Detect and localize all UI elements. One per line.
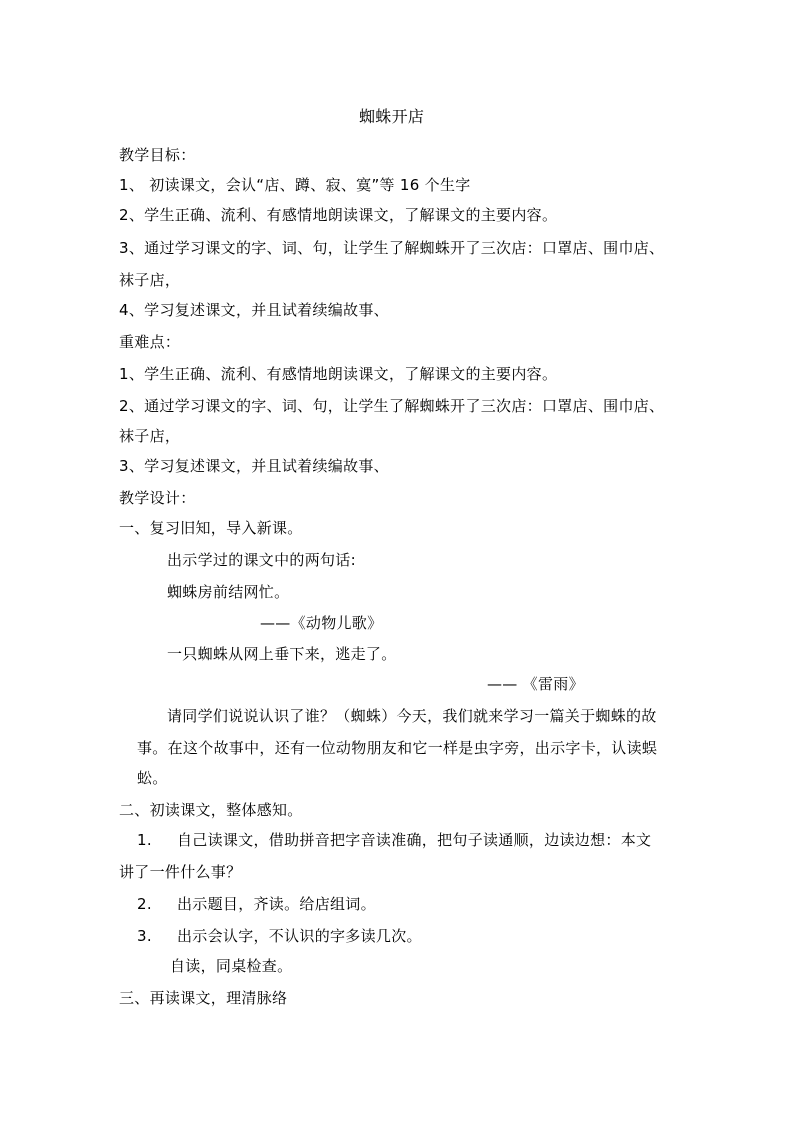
document-title: 蜘蛛开店	[359, 107, 425, 126]
section-1-paragraph-cont: 事。在这个故事中，还有一位动物朋友和它一样是虫字旁，出示字卡，认读蜈	[137, 739, 658, 757]
step-3	[137, 926, 422, 946]
section-2-heading: 二、初读课文，整体感知。	[119, 801, 303, 819]
goal-item-3: 3、通过学习课文的字、词、句，让学生了解蜘蛛开了三次店：口罩店、围巾店、	[119, 239, 665, 257]
step-3-sub: 自读，同桌检查。	[170, 957, 293, 975]
step-3-text: 出示会认字，不认识的字多读几次。	[177, 927, 422, 945]
step-2-text: 出示题目，齐读。给店组词。	[177, 895, 376, 913]
goal-item-4: 4、学习复述课文，并且试着续编故事、	[119, 301, 389, 319]
goal-item-1: 1、 初读课文，会认“店、蹲、寂、寞”等 16 个生字	[119, 176, 471, 194]
step-2	[137, 894, 376, 914]
goal-item-3-cont: 袜子店，	[119, 271, 181, 289]
quote-1: 蜘蛛房前结网忙。	[167, 583, 290, 601]
quote-2: 一只蜘蛛从网上垂下来，逃走了。	[167, 645, 397, 663]
difficulty-item-3: 3、学习复述课文，并且试着续编故事、	[119, 457, 389, 475]
step-1-cont: 讲了一件什么事？	[119, 863, 242, 881]
goal-item-2: 2、学生正确、流利、有感情地朗读课文，了解课文的主要内容。	[119, 206, 558, 224]
goals-heading: 教学目标：	[119, 146, 196, 164]
section-1-paragraph: 请同学们说说认识了谁？（蜘蛛）今天，我们就来学习一篇关于蜘蛛的故	[167, 707, 657, 725]
step-2-number: 2.	[137, 895, 152, 913]
quote-2-source: —— 《雷雨》	[487, 675, 584, 693]
section-3-heading: 三、再读课文，理清脉络	[119, 989, 288, 1007]
difficulty-item-2: 2、通过学习课文的字、词、句，让学生了解蜘蛛开了三次店：口罩店、围巾店、	[119, 397, 665, 415]
difficulty-item-1: 1、学生正确、流利、有感情地朗读课文，了解课文的主要内容。	[119, 365, 558, 383]
section-1-paragraph-end: 蚣。	[137, 769, 168, 787]
step-1-number: 1.	[137, 831, 152, 849]
step-1-text: 自己读课文，借助拼音把字音读准确，把句子读通顺，边读边想：本文	[177, 831, 652, 849]
step-1	[137, 830, 651, 850]
section-1-heading: 一、复习旧知，导入新课。	[119, 519, 303, 537]
section-1-intro: 出示学过的课文中的两句话:	[167, 551, 356, 569]
difficulties-heading: 重难点：	[119, 333, 181, 351]
design-heading: 教学设计：	[119, 489, 196, 507]
quote-1-source: ——《动物儿歌》	[260, 614, 383, 632]
difficulty-item-2-cont: 袜子店，	[119, 427, 181, 445]
step-3-number: 3.	[137, 927, 152, 945]
